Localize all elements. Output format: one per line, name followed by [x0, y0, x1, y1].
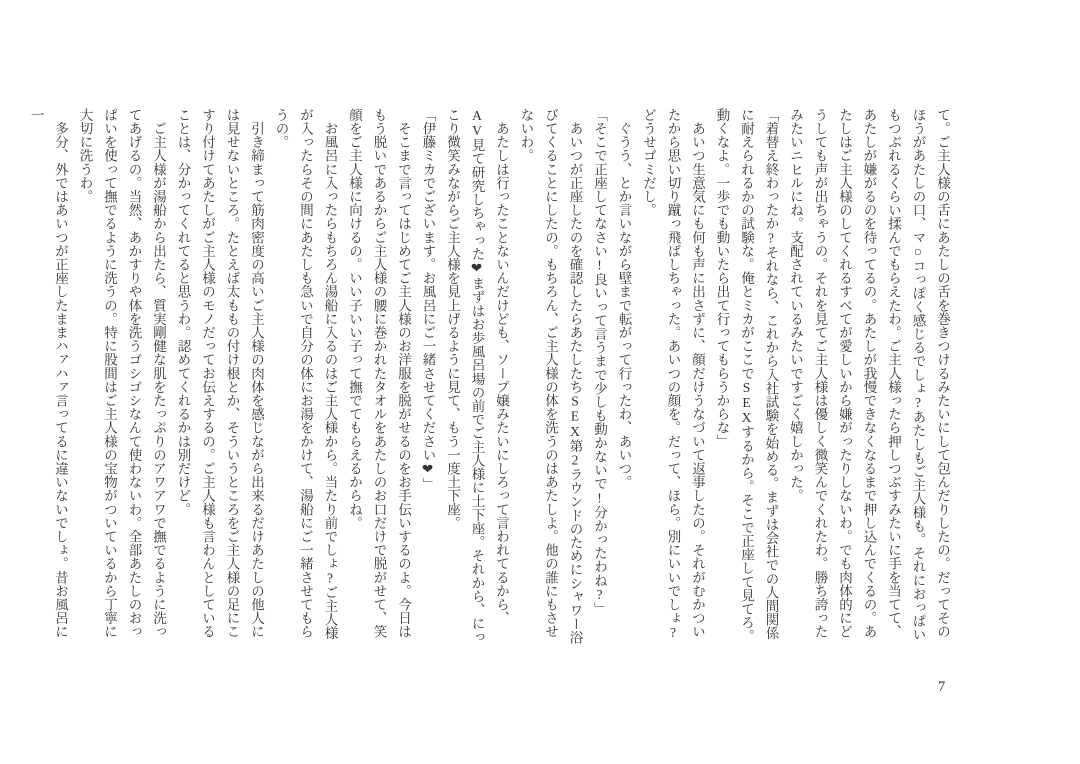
paragraph: 多分、外ではあいつが正座したままハァハァ言ってるに違いないでしょ。昔お風呂に一 — [28, 108, 68, 639]
paragraph-dialogue: 「伊藤ミカでございます。お風呂にご一緒させてください❤」 — [420, 108, 436, 492]
paragraph-dialogue: 「着替え終わったか?それなら、これから入社試験を始める。まずは会社での人間関係に耐えられるかの試験な。俺とミカがここでSEXするから。そこで正座して見てろ。動くなよ。一歩でも動いたら出て行ってもらうからな」 — [714, 108, 779, 643]
paragraph: て。ご主人様の舌にあたしの舌を巻きつけるみたいにして包んだりしたの。だってそのほうがあたしの口、マ○コっぽく感じるでしょ?あたしもご主人様も。それにおっぱいもつぶれるくらい揉んでもらえたわ。ご主人様ったら押しつぶすみたいに手を当てて、あたしが嫌がるのを待ってるの。あたしが我慢できなくなるまで押し込んでくるの。あたしはご主人様のしてくれるすべてが愛しいから嫌がったりしないわ。でも肉体的にどうしても声が出ちゃうの。それを見てご主人様は優しく微笑んでくれたわ。勝ち誇ったみたいニヒルにね。支配されているみたいですごく嬉しかった。 — [788, 108, 950, 642]
paragraph: ぐうう、とか言いながら壁まで転がって行ったわ、あいつ。 — [616, 108, 632, 489]
paragraph: お風呂に入ったらもちろん湯船に入るのはご主人様から。当たり前でしょ?ご主人様が入ったらその間にあたしも急いで自分の体にお湯をかけて、湯船にご一緒させてもらうの。 — [273, 108, 338, 640]
paragraph: 引き締まって筋肉密度の高いご主人様の肉体を感じながら出来るだけあたしの他人には見せないところ。たとえば太ももの付け根とか、そういうところをご主人様の足にこすり付けてあたしがご主人様のモノだってお伝えするの。ご主人様も言わんとしていることは、分かってくれてると思うわ。認めてくれるかは別だけど。 — [175, 108, 264, 639]
paragraph: あたしは行ったことないんだけども、ソープ嬢みたいにしろって言われてるから、AV見て研究しちゃった❤まずはお歩風呂場の前でご主人様に土下座。それから、にっこり微笑みながらご主人様を見上げるように見て、もう一度土下座。 — [445, 108, 509, 644]
vertical-text-block — [23, 108, 954, 648]
paragraph-dialogue: 「そこで正座してなさい!良いって言うまで少しも動かないで!分かったわね?」 — [592, 108, 607, 616]
page-number: 7 — [938, 679, 946, 695]
paragraph: そこまで言ってはじめてご主人様のお洋服を脱がせるのをお手伝いするのよ。今日はもう脱いであるからご主人様の腰に巻かれたタオルをあたしのお口だけで脱がせて、笑顔をご主人様に向けるの。いい子いい子って撫でてもらえるからね。 — [347, 108, 411, 639]
paragraph: あいつ生意気にも何も声に出さずに、顔だけうなづいて返事したの。それがむかついたから思い切り蹴っ飛ばしちゃった。あいつの顔を。だって、ほら。別にいいでしょ?どうせゴミだし。 — [641, 108, 705, 640]
paragraph: ご主人様が湯船から出たら、質実剛健な肌をたっぷりのアワアワで撫でるように洗ってあげるの。当然、あかすりや体を洗うゴシゴシなんて使わないわ。全部あたしのおっぱいを使って撫でるように洗うの。特に股間はご主人様の宝物がついているから丁寧に大切に洗うわ。 — [77, 108, 166, 639]
paragraph: あいつが正座したのを確認したらあたしたちSEX第2ラウンドのためにシャワー浴びてくることにしたの。もちろん、ご主人様の体を洗うのはあたしよ。他の誰にもさせないわ。 — [518, 108, 583, 645]
